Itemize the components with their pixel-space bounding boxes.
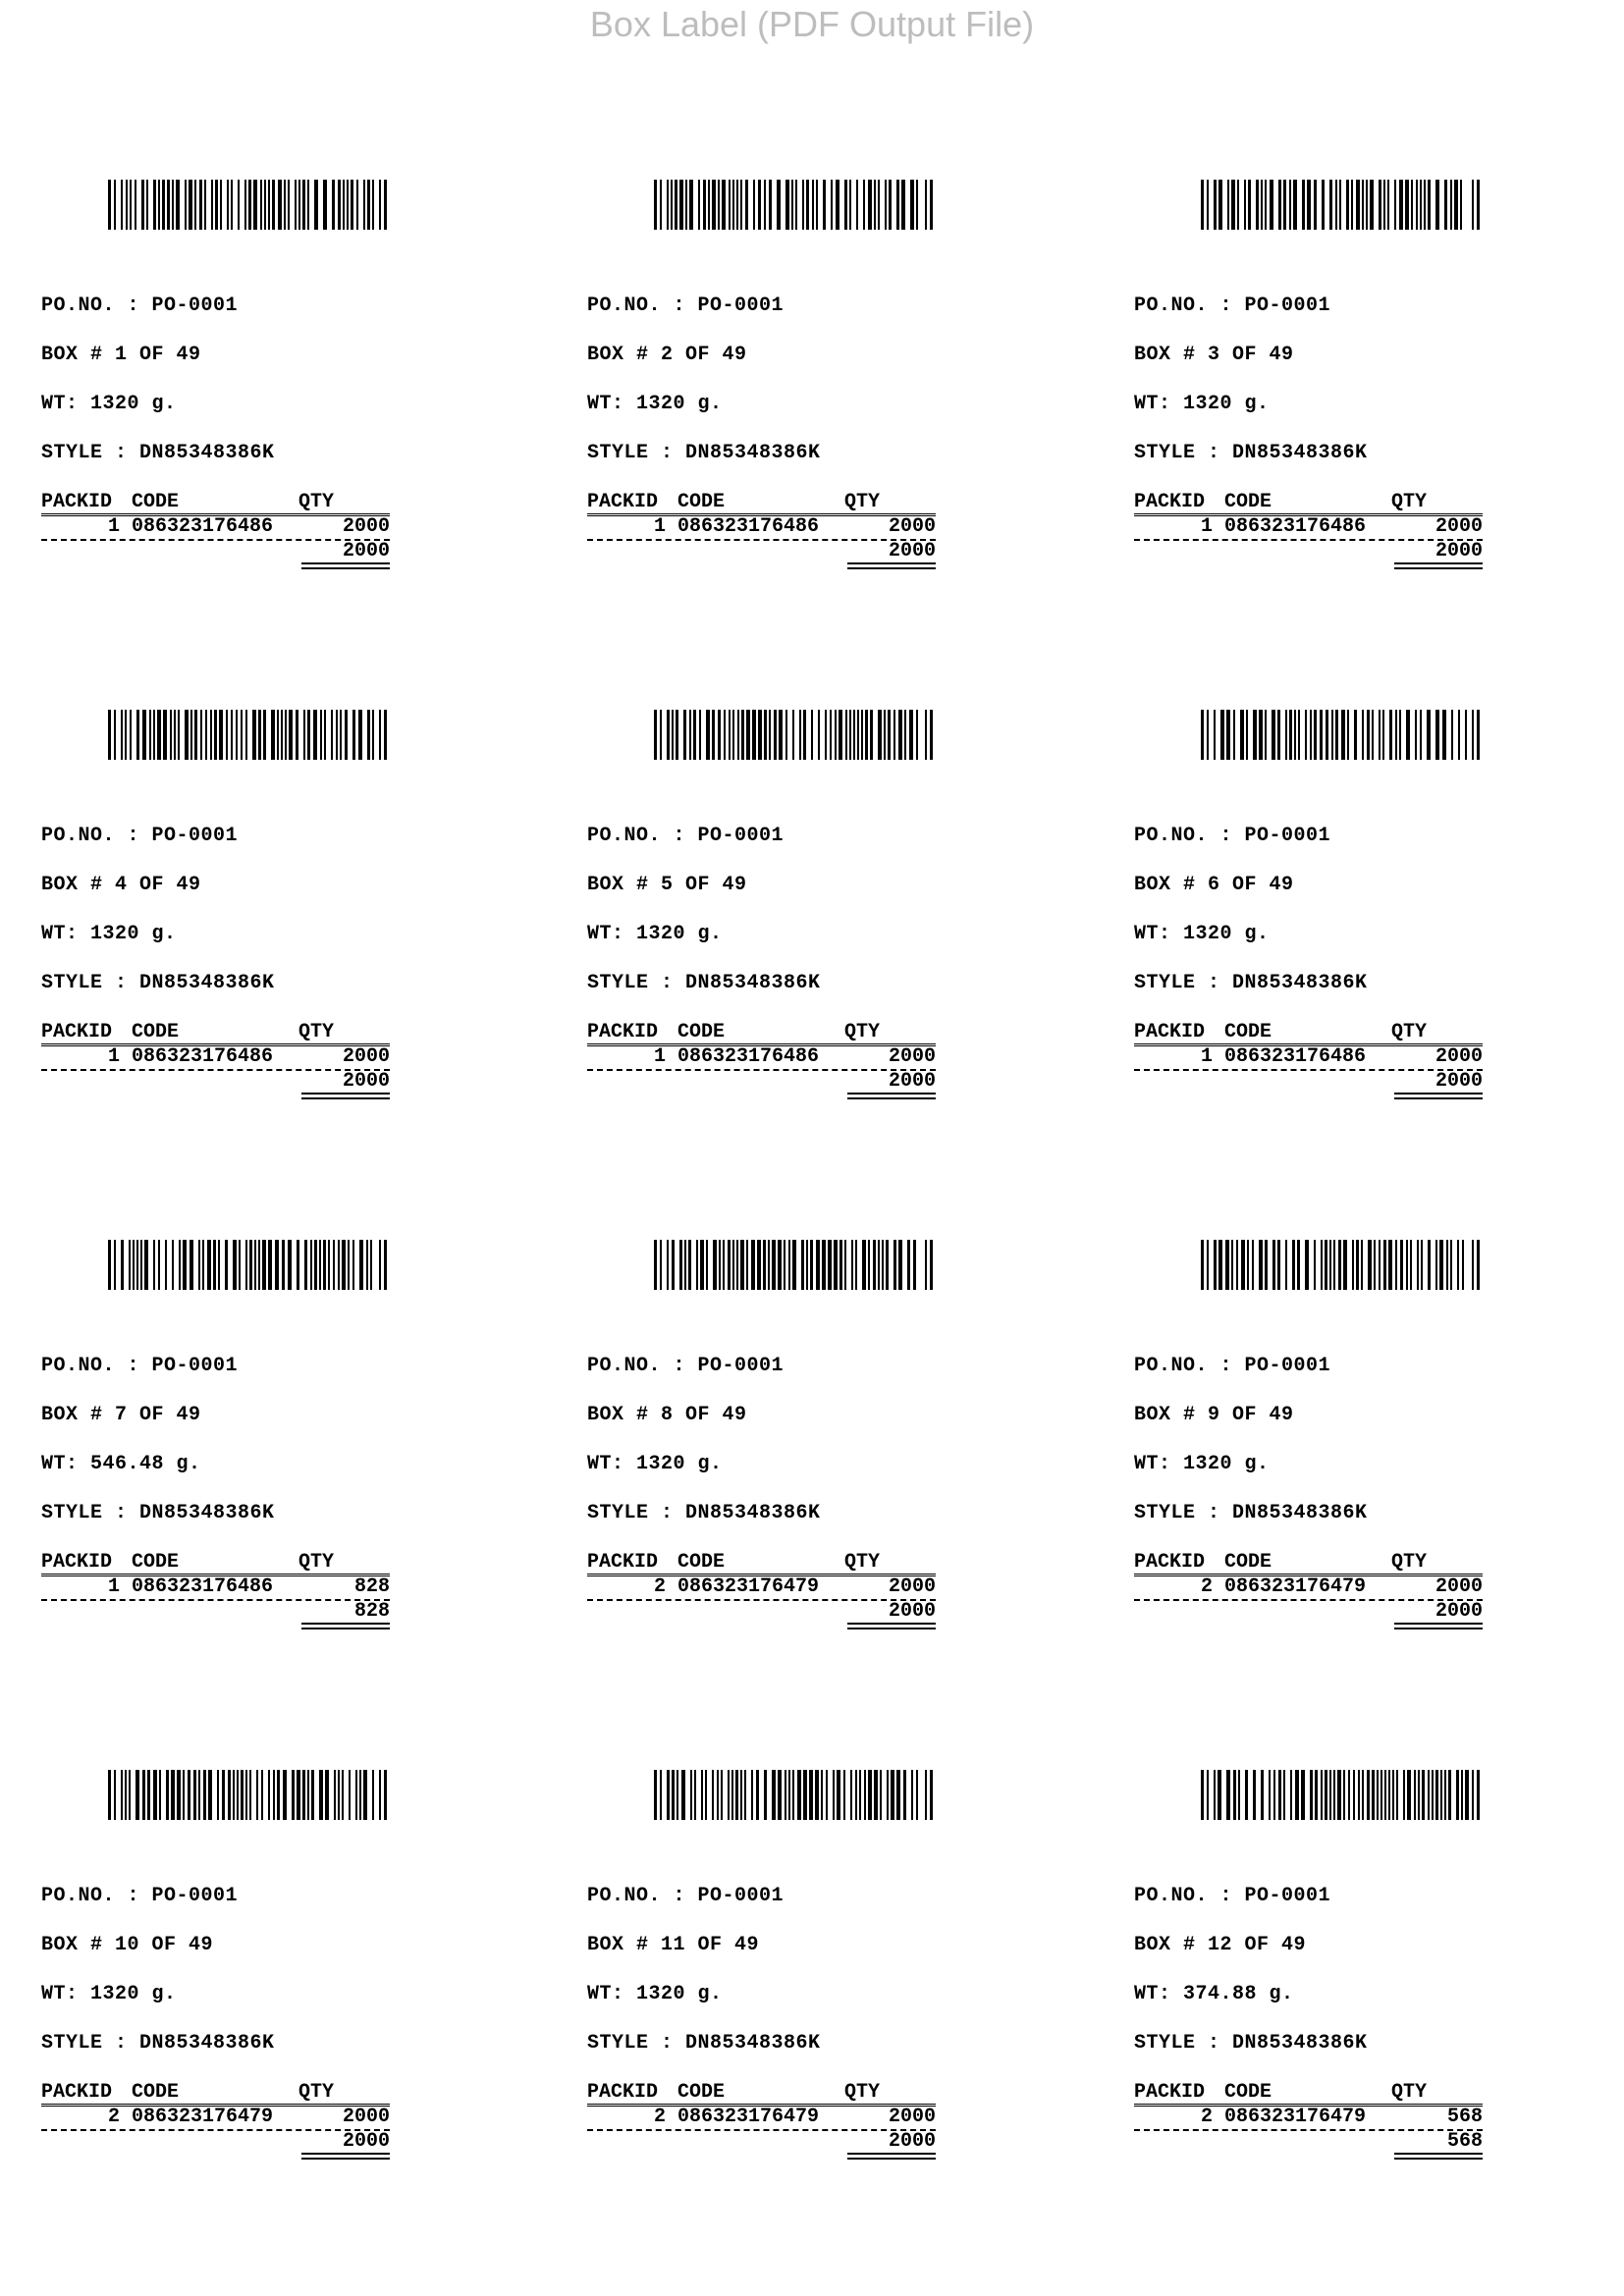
- pack-table: [1134, 1552, 1483, 1623]
- qty-header: QTY: [1391, 2081, 1428, 2104]
- box-number: BOX # 7 OF 49: [41, 1404, 201, 1426]
- box-number: BOX # 3 OF 49: [1134, 344, 1294, 366]
- box-label: [41, 1770, 552, 2261]
- box-label: [1134, 1770, 1624, 2261]
- pack-table-header: [587, 492, 936, 516]
- total-value: 2000: [888, 1600, 936, 1623]
- style-code: STYLE : DN85348386K: [587, 972, 821, 994]
- total-value: 2000: [1435, 1600, 1483, 1623]
- total-value: 2000: [888, 540, 936, 562]
- box-label: [587, 180, 1098, 670]
- total-row: [587, 2131, 936, 2153]
- barcode: [654, 1770, 934, 1820]
- po-number: PO.NO. : PO-0001: [1134, 825, 1331, 847]
- style-code: STYLE : DN85348386K: [41, 1502, 275, 1524]
- double-rule: [301, 562, 390, 569]
- pack-table: [1134, 2082, 1483, 2153]
- weight: WT: 374.88 g.: [1134, 1983, 1294, 2005]
- weight: WT: 1320 g.: [41, 1983, 177, 2005]
- double-rule: [301, 1093, 390, 1099]
- qty-value: 2000: [342, 515, 390, 538]
- pack-table: [41, 1022, 390, 1093]
- table-row: [41, 1576, 390, 1598]
- code-value: 086323176486: [132, 515, 274, 538]
- code-header: CODE: [677, 491, 726, 513]
- total-value: 2000: [1435, 1070, 1483, 1093]
- double-rule: [847, 1623, 936, 1629]
- qty-header: QTY: [298, 1551, 335, 1574]
- style-code: STYLE : DN85348386K: [41, 2032, 275, 2055]
- packid-header: PACKID: [587, 491, 659, 513]
- qty-value: 2000: [1435, 515, 1483, 538]
- po-number: PO.NO. : PO-0001: [41, 1355, 239, 1377]
- style-code: STYLE : DN85348386K: [41, 972, 275, 994]
- barcode: [108, 1240, 388, 1290]
- code-value: 086323176486: [1224, 1045, 1367, 1068]
- style-code: STYLE : DN85348386K: [1134, 972, 1368, 994]
- packid-value: 1: [653, 1045, 666, 1068]
- po-number: PO.NO. : PO-0001: [1134, 1885, 1331, 1907]
- box-number: BOX # 12 OF 49: [1134, 1934, 1307, 1956]
- packid-header: PACKID: [587, 1021, 659, 1043]
- box-number: BOX # 4 OF 49: [41, 874, 201, 896]
- weight: WT: 1320 g.: [587, 1983, 723, 2005]
- double-rule: [1394, 1093, 1483, 1099]
- qty-value: 2000: [888, 515, 936, 538]
- packid-header: PACKID: [1134, 1021, 1206, 1043]
- code-value: 086323176486: [132, 1575, 274, 1598]
- code-value: 086323176479: [1224, 2106, 1367, 2128]
- barcode: [108, 1770, 388, 1820]
- box-label: [41, 180, 552, 670]
- packid-value: 2: [107, 2106, 120, 2128]
- total-value: 2000: [342, 1070, 390, 1093]
- code-value: 086323176479: [677, 2106, 820, 2128]
- total-row: [41, 541, 390, 562]
- double-rule: [1394, 2153, 1483, 2160]
- qty-header: QTY: [844, 1021, 881, 1043]
- box-number: BOX # 9 OF 49: [1134, 1404, 1294, 1426]
- qty-header: QTY: [844, 491, 881, 513]
- box-number: BOX # 2 OF 49: [587, 344, 747, 366]
- barcode: [654, 710, 934, 760]
- barcode: [108, 710, 388, 760]
- code-header: CODE: [132, 2081, 180, 2104]
- po-number: PO.NO. : PO-0001: [41, 825, 239, 847]
- total-value: 568: [1446, 2130, 1483, 2153]
- qty-value: 2000: [1435, 1045, 1483, 1068]
- qty-header: QTY: [298, 2081, 335, 2104]
- double-rule: [301, 2153, 390, 2160]
- packid-value: 1: [1200, 1045, 1213, 1068]
- total-row: [1134, 2131, 1483, 2153]
- packid-header: PACKID: [1134, 491, 1206, 513]
- page-title: Box Label (PDF Output File): [589, 4, 1035, 44]
- qty-value: 2000: [342, 1045, 390, 1068]
- code-header: CODE: [1224, 2081, 1272, 2104]
- code-value: 086323176479: [677, 1575, 820, 1598]
- qty-header: QTY: [1391, 1551, 1428, 1574]
- table-row: [41, 2107, 390, 2128]
- box-number: BOX # 11 OF 49: [587, 1934, 760, 1956]
- box-number: BOX # 6 OF 49: [1134, 874, 1294, 896]
- box-number: BOX # 10 OF 49: [41, 1934, 214, 1956]
- pack-table-header: [41, 2082, 390, 2107]
- pack-table: [587, 492, 936, 562]
- pack-table-header: [587, 2082, 936, 2107]
- code-value: 086323176479: [132, 2106, 274, 2128]
- barcode: [1201, 180, 1481, 230]
- table-row: [1134, 2107, 1483, 2128]
- double-rule: [847, 562, 936, 569]
- table-row: [587, 2107, 936, 2128]
- qty-header: QTY: [844, 1551, 881, 1574]
- style-code: STYLE : DN85348386K: [587, 2032, 821, 2055]
- box-label: [41, 1240, 552, 1731]
- box-label: [1134, 1240, 1624, 1731]
- weight: WT: 1320 g.: [41, 393, 177, 415]
- box-label: [41, 710, 552, 1201]
- box-label: [587, 1240, 1098, 1731]
- table-row: [587, 516, 936, 538]
- qty-value: 568: [1446, 2106, 1483, 2128]
- style-code: STYLE : DN85348386K: [1134, 442, 1368, 464]
- double-rule: [847, 2153, 936, 2160]
- pack-table: [587, 1022, 936, 1093]
- double-rule: [1394, 1623, 1483, 1629]
- qty-header: QTY: [1391, 1021, 1428, 1043]
- barcode: [1201, 710, 1481, 760]
- total-value: 2000: [342, 540, 390, 562]
- table-row: [41, 1046, 390, 1068]
- pack-table-header: [1134, 492, 1483, 516]
- pack-table-header: [1134, 1022, 1483, 1046]
- qty-header: QTY: [298, 1021, 335, 1043]
- packid-value: 1: [107, 515, 120, 538]
- qty-value: 828: [353, 1575, 390, 1598]
- code-header: CODE: [1224, 491, 1272, 513]
- box-number: BOX # 5 OF 49: [587, 874, 747, 896]
- pack-table: [1134, 492, 1483, 562]
- total-row: [41, 1601, 390, 1623]
- po-number: PO.NO. : PO-0001: [1134, 1355, 1331, 1377]
- qty-header: QTY: [844, 2081, 881, 2104]
- code-header: CODE: [132, 1021, 180, 1043]
- packid-header: PACKID: [1134, 2081, 1206, 2104]
- style-code: STYLE : DN85348386K: [41, 442, 275, 464]
- po-number: PO.NO. : PO-0001: [587, 294, 785, 317]
- code-header: CODE: [132, 491, 180, 513]
- barcode: [654, 1240, 934, 1290]
- box-label: [1134, 180, 1624, 670]
- table-row: [587, 1046, 936, 1068]
- packid-header: PACKID: [587, 1551, 659, 1574]
- total-value: 2000: [342, 2130, 390, 2153]
- table-row: [587, 1576, 936, 1598]
- pack-table-header: [1134, 1552, 1483, 1576]
- code-value: 086323176486: [1224, 515, 1367, 538]
- style-code: STYLE : DN85348386K: [587, 1502, 821, 1524]
- code-header: CODE: [1224, 1551, 1272, 1574]
- qty-value: 2000: [342, 2106, 390, 2128]
- barcode: [1201, 1240, 1481, 1290]
- total-row: [587, 1601, 936, 1623]
- packid-value: 2: [1200, 2106, 1213, 2128]
- double-rule: [1394, 562, 1483, 569]
- total-row: [41, 1071, 390, 1093]
- barcode: [654, 180, 934, 230]
- packid-header: PACKID: [41, 491, 113, 513]
- weight: WT: 1320 g.: [587, 393, 723, 415]
- table-row: [41, 516, 390, 538]
- po-number: PO.NO. : PO-0001: [587, 825, 785, 847]
- packid-header: PACKID: [41, 1021, 113, 1043]
- weight: WT: 546.48 g.: [41, 1453, 201, 1475]
- packid-value: 1: [1200, 515, 1213, 538]
- pack-table-header: [41, 1022, 390, 1046]
- total-value: 2000: [888, 2130, 936, 2153]
- packid-header: PACKID: [1134, 1551, 1206, 1574]
- total-row: [1134, 1071, 1483, 1093]
- pack-table: [1134, 1022, 1483, 1093]
- pack-table: [587, 2082, 936, 2153]
- qty-header: QTY: [1391, 491, 1428, 513]
- box-label: [587, 1770, 1098, 2261]
- packid-value: 1: [107, 1045, 120, 1068]
- box-number: BOX # 8 OF 49: [587, 1404, 747, 1426]
- packid-value: 1: [107, 1575, 120, 1598]
- total-value: 2000: [888, 1070, 936, 1093]
- total-row: [1134, 541, 1483, 562]
- code-header: CODE: [677, 2081, 726, 2104]
- pack-table: [41, 2082, 390, 2153]
- table-row: [1134, 1576, 1483, 1598]
- po-number: PO.NO. : PO-0001: [587, 1355, 785, 1377]
- packid-value: 1: [653, 515, 666, 538]
- code-value: 086323176486: [132, 1045, 274, 1068]
- box-number: BOX # 1 OF 49: [41, 344, 201, 366]
- po-number: PO.NO. : PO-0001: [587, 1885, 785, 1907]
- po-number: PO.NO. : PO-0001: [41, 1885, 239, 1907]
- weight: WT: 1320 g.: [587, 1453, 723, 1475]
- total-row: [587, 1071, 936, 1093]
- pack-table: [41, 492, 390, 562]
- total-value: 828: [353, 1600, 390, 1623]
- qty-header: QTY: [298, 491, 335, 513]
- po-number: PO.NO. : PO-0001: [41, 294, 239, 317]
- pack-table-header: [587, 1552, 936, 1576]
- pack-table-header: [587, 1022, 936, 1046]
- pack-table: [587, 1552, 936, 1623]
- style-code: STYLE : DN85348386K: [1134, 2032, 1368, 2055]
- packid-value: 2: [1200, 1575, 1213, 1598]
- po-number: PO.NO. : PO-0001: [1134, 294, 1331, 317]
- barcode: [108, 180, 388, 230]
- pack-table-header: [41, 492, 390, 516]
- double-rule: [847, 1093, 936, 1099]
- barcode: [1201, 1770, 1481, 1820]
- qty-value: 2000: [888, 1045, 936, 1068]
- weight: WT: 1320 g.: [41, 923, 177, 945]
- total-row: [41, 2131, 390, 2153]
- code-header: CODE: [677, 1551, 726, 1574]
- code-value: 086323176486: [677, 515, 820, 538]
- code-header: CODE: [132, 1551, 180, 1574]
- packid-header: PACKID: [587, 2081, 659, 2104]
- code-value: 086323176486: [677, 1045, 820, 1068]
- qty-value: 2000: [888, 2106, 936, 2128]
- packid-value: 2: [653, 1575, 666, 1598]
- box-label: [1134, 710, 1624, 1201]
- total-row: [587, 541, 936, 562]
- weight: WT: 1320 g.: [1134, 923, 1270, 945]
- packid-value: 2: [653, 2106, 666, 2128]
- weight: WT: 1320 g.: [587, 923, 723, 945]
- total-value: 2000: [1435, 540, 1483, 562]
- code-header: CODE: [677, 1021, 726, 1043]
- box-label: [587, 710, 1098, 1201]
- qty-value: 2000: [1435, 1575, 1483, 1598]
- table-row: [1134, 516, 1483, 538]
- code-header: CODE: [1224, 1021, 1272, 1043]
- table-row: [1134, 1046, 1483, 1068]
- style-code: STYLE : DN85348386K: [587, 442, 821, 464]
- style-code: STYLE : DN85348386K: [1134, 1502, 1368, 1524]
- qty-value: 2000: [888, 1575, 936, 1598]
- double-rule: [301, 1623, 390, 1629]
- code-value: 086323176479: [1224, 1575, 1367, 1598]
- pack-table-header: [41, 1552, 390, 1576]
- weight: WT: 1320 g.: [1134, 1453, 1270, 1475]
- packid-header: PACKID: [41, 1551, 113, 1574]
- weight: WT: 1320 g.: [1134, 393, 1270, 415]
- packid-header: PACKID: [41, 2081, 113, 2104]
- pack-table: [41, 1552, 390, 1623]
- total-row: [1134, 1601, 1483, 1623]
- pack-table-header: [1134, 2082, 1483, 2107]
